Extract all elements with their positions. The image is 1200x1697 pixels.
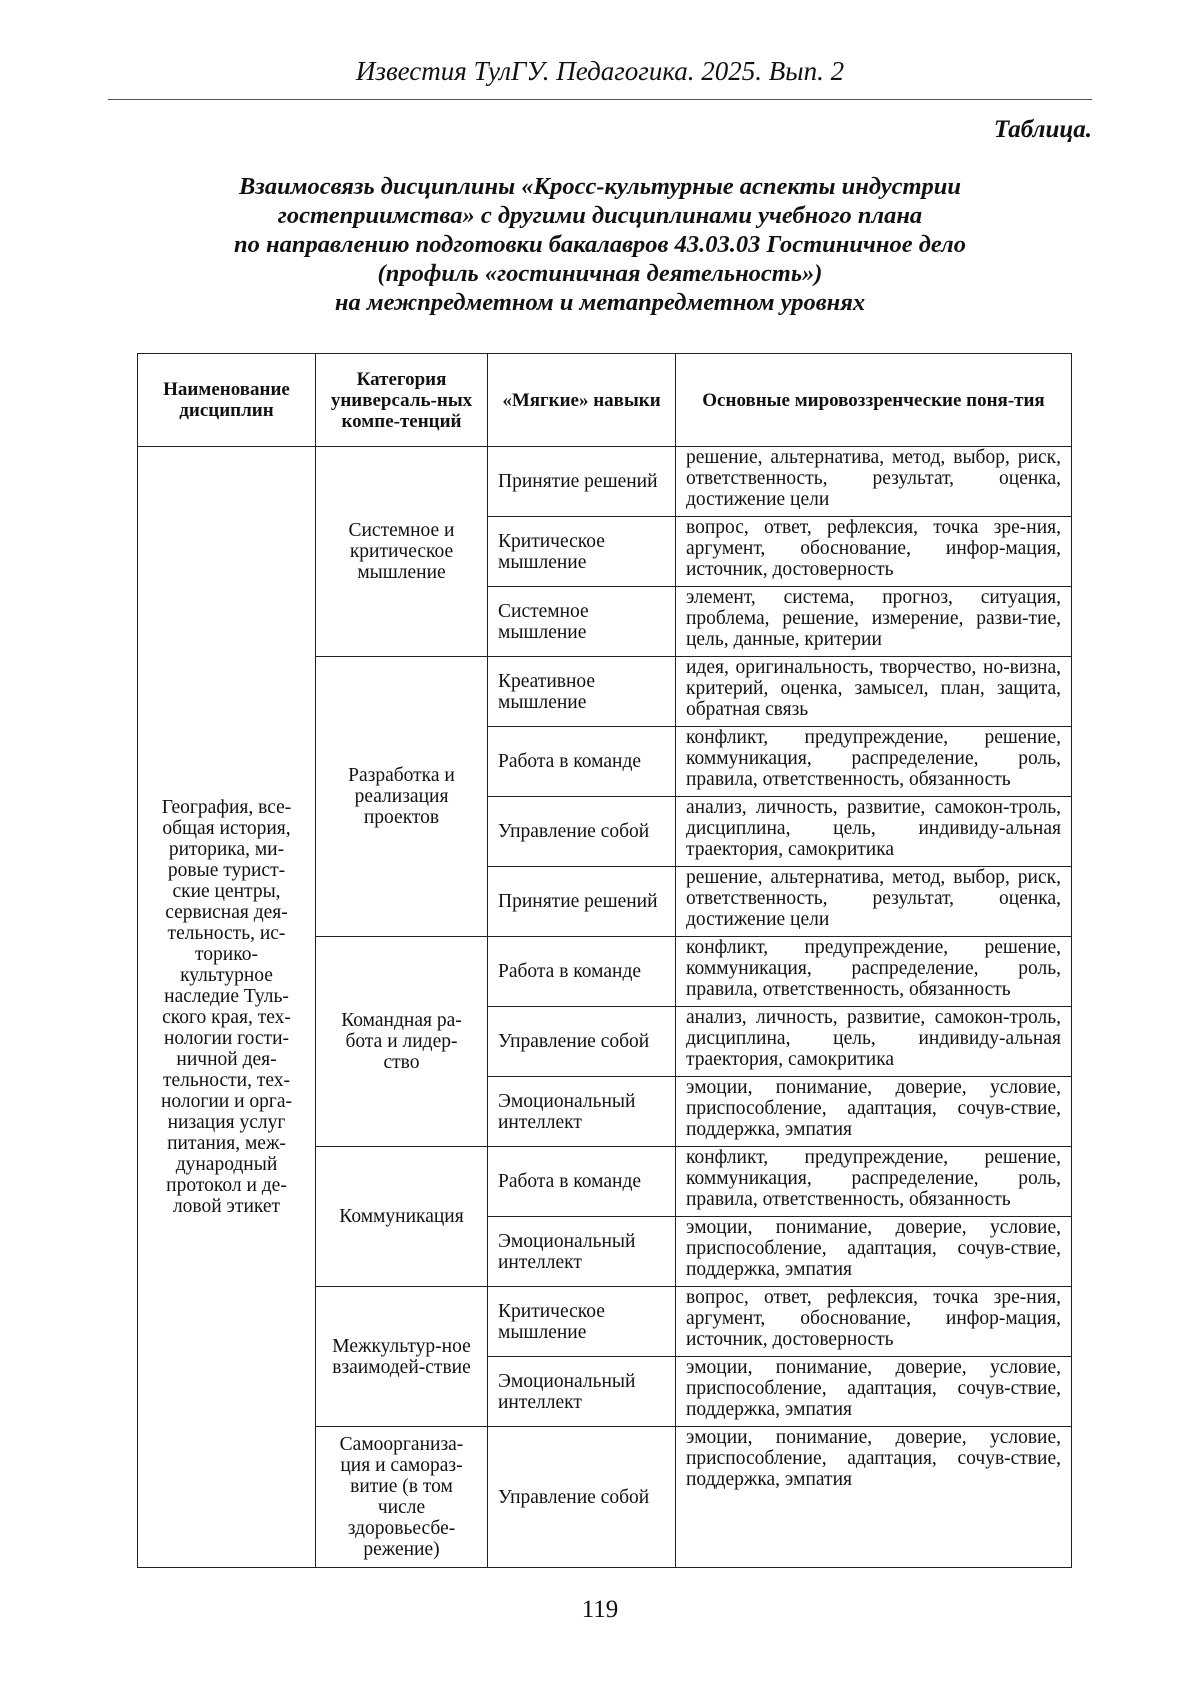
- journal-header: Известия ТулГУ. Педагогика. 2025. Вып. 2: [108, 56, 1092, 100]
- soft-skill-cell: Эмоциональный интеллект: [488, 1217, 676, 1287]
- competence-category-cell: Коммуникация: [316, 1147, 488, 1287]
- concepts-cell: анализ, личность, развитие, самокон-троль, дисциплина, цель, индивиду-альная траектория, самокритика: [676, 797, 1072, 867]
- table-label: Таблица.: [993, 116, 1092, 143]
- soft-skill-cell: Управление собой: [488, 1007, 676, 1077]
- caption-line: по направлению подготовки бакалавров 43.03.03 Гостиничное дело: [234, 231, 966, 258]
- soft-skill-cell: Критическое мышление: [488, 517, 676, 587]
- soft-skill-cell: Управление собой: [488, 797, 676, 867]
- column-header-concepts: Основные мировоззренческие поня-тия: [676, 354, 1072, 447]
- soft-skill-cell: Креативное мышление: [488, 657, 676, 727]
- competence-category-cell: Системное и критическое мышление: [316, 447, 488, 657]
- caption-line: гостеприимства» с другими дисциплинами учебного плана: [277, 202, 923, 229]
- column-header-disciplines: Наименование дисциплин: [138, 354, 316, 447]
- concepts-cell: конфликт, предупреждение, решение, коммуникация, распределение, роль, правила, ответственность, обязанность: [676, 1147, 1072, 1217]
- column-header-soft-skills: «Мягкие» навыки: [488, 354, 676, 447]
- competence-category-cell: Командная ра-бота и лидер-ство: [316, 937, 488, 1147]
- page-number: 119: [581, 1596, 619, 1623]
- disciplines-cell: География, все-общая история, риторика, ми-ровые турист-ские центры, сервисная дея-тельность, ис-торико-культурное наследие Туль-ского края, тех-нологии гости-ничной дея-тельности, тех-нологии и орга-низация услуг питания, меж-дународный протокол и де-ловой этикет: [138, 447, 316, 1568]
- concepts-cell: эмоции, понимание, доверие, условие, приспособление, адаптация, сочув-ствие, поддержка, эмпатия: [676, 1357, 1072, 1427]
- concepts-cell: элемент, система, прогноз, ситуация, проблема, решение, измерение, разви-тие, цель, данные, критерии: [676, 587, 1072, 657]
- concepts-cell: конфликт, предупреждение, решение, коммуникация, распределение, роль, правила, ответственность, обязанность: [676, 937, 1072, 1007]
- soft-skill-cell: Критическое мышление: [488, 1287, 676, 1357]
- concepts-cell: эмоции, понимание, доверие, условие, приспособление, адаптация, сочув-ствие, поддержка, эмпатия: [676, 1217, 1072, 1287]
- table-caption: [108, 172, 1092, 317]
- table-header-row: [138, 354, 1072, 447]
- competence-category-cell: Самоорганиза-ция и самораз-витие (в том числе здоровьесбе-режение): [316, 1427, 488, 1568]
- soft-skill-cell: Принятие решений: [488, 447, 676, 517]
- soft-skill-cell: Работа в команде: [488, 1147, 676, 1217]
- concepts-cell: эмоции, понимание, доверие, условие, приспособление, адаптация, сочув-ствие, поддержка, эмпатия: [676, 1427, 1072, 1568]
- table-row: [138, 447, 1072, 517]
- concepts-cell: идея, оригинальность, творчество, но-визна, критерий, оценка, замысел, план, защита, обратная связь: [676, 657, 1072, 727]
- concepts-cell: эмоции, понимание, доверие, условие, приспособление, адаптация, сочув-ствие, поддержка, эмпатия: [676, 1077, 1072, 1147]
- concepts-cell: вопрос, ответ, рефлексия, точка зре-ния, аргумент, обоснование, инфор-мация, источник, достоверность: [676, 1287, 1072, 1357]
- soft-skill-cell: Работа в команде: [488, 937, 676, 1007]
- caption-line: на межпредметном и метапредметном уровнях: [334, 289, 866, 316]
- soft-skill-cell: Управление собой: [488, 1427, 676, 1568]
- soft-skill-cell: Системное мышление: [488, 587, 676, 657]
- concepts-cell: решение, альтернатива, метод, выбор, риск, ответственность, результат, оценка, достижение цели: [676, 447, 1072, 517]
- competence-table: [137, 353, 1072, 1568]
- caption-line: Взаимосвязь дисциплины «Кросс-культурные аспекты индустрии: [238, 173, 962, 200]
- table-body: [138, 447, 1072, 1568]
- competence-category-cell: Межкультур-ное взаимодей-ствие: [316, 1287, 488, 1427]
- soft-skill-cell: Принятие решений: [488, 867, 676, 937]
- concepts-cell: анализ, личность, развитие, самокон-троль, дисциплина, цель, индивиду-альная траектория, самокритика: [676, 1007, 1072, 1077]
- soft-skill-cell: Эмоциональный интеллект: [488, 1357, 676, 1427]
- concepts-cell: решение, альтернатива, метод, выбор, риск, ответственность, результат, оценка, достижение цели: [676, 867, 1072, 937]
- caption-line: (профиль «гостиничная деятельность»): [377, 260, 823, 287]
- concepts-cell: конфликт, предупреждение, решение, коммуникация, распределение, роль, правила, ответственность, обязанность: [676, 727, 1072, 797]
- soft-skill-cell: Эмоциональный интеллект: [488, 1077, 676, 1147]
- column-header-category: Категория универсаль-ных компе-тенций: [316, 354, 488, 447]
- soft-skill-cell: Работа в команде: [488, 727, 676, 797]
- competence-category-cell: Разработка и реализация проектов: [316, 657, 488, 937]
- concepts-cell: вопрос, ответ, рефлексия, точка зре-ния, аргумент, обоснование, инфор-мация, источник, достоверность: [676, 517, 1072, 587]
